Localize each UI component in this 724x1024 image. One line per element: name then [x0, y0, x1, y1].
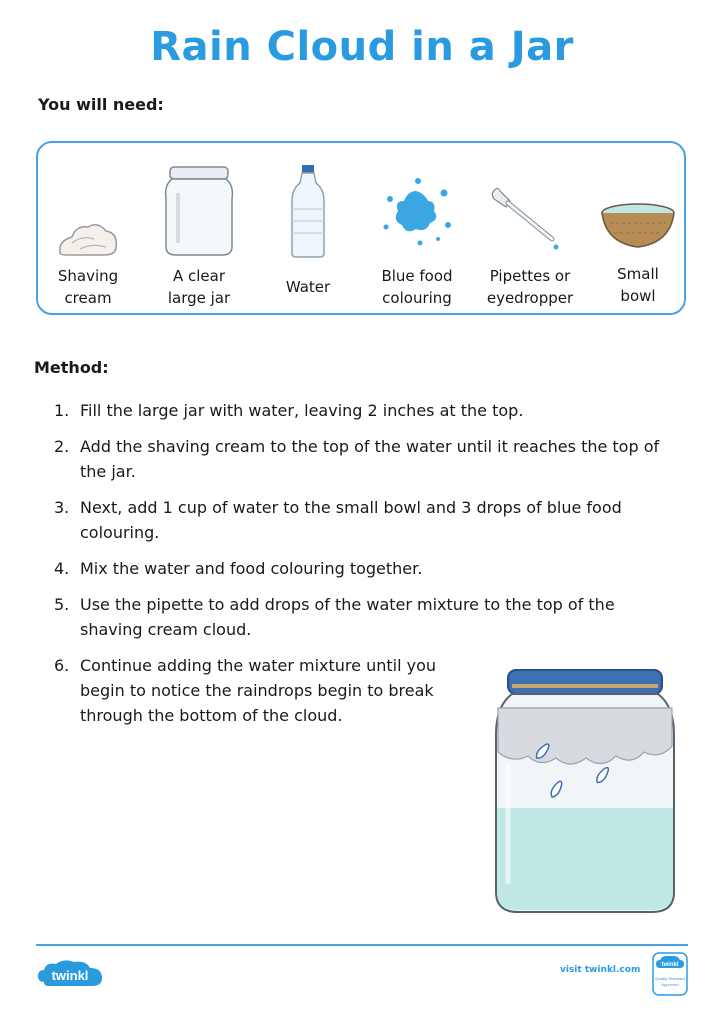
material-item-pipette: [482, 143, 578, 317]
materials-box: [36, 141, 686, 315]
material-label: Pipettes or eyedropper: [486, 267, 574, 307]
bowl-icon: [596, 199, 680, 259]
method-heading: Method:: [34, 358, 109, 377]
svg-text:twinkl: twinkl: [51, 968, 89, 983]
page-title: Rain Cloud in a Jar: [150, 24, 574, 70]
method-step: 5. Use the pipette to add drops of the water mixture to the top of the shaving cream cloud.: [54, 595, 615, 639]
twinkl-logo: [36, 958, 106, 992]
material-label: Blue food colouring: [381, 267, 453, 307]
method-step: 3. Next, add 1 cup of water to the small bowl and 3 drops of blue food colouring.: [54, 498, 622, 542]
svg-text:Approved: Approved: [661, 982, 679, 987]
material-item-water: [270, 143, 346, 317]
method-step: 2. Add the shaving cream to the top of the water until it reaches the top of the jar.: [54, 437, 660, 481]
water-bottle-icon: [270, 161, 346, 261]
you-will-need-heading: You will need:: [38, 95, 164, 114]
pipette-icon: [482, 181, 578, 261]
method-step: 4. Mix the water and food colouring together.: [54, 559, 423, 578]
material-label: Water: [285, 278, 331, 296]
material-item-shaving-cream: [50, 143, 126, 317]
material-label: A clear large jar: [167, 267, 231, 307]
material-item-jar: [156, 143, 242, 317]
rain-cloud-jar-illustration: [490, 664, 680, 920]
quality-standard-badge: [652, 952, 688, 996]
shaving-cream-icon: [50, 203, 126, 263]
material-label: Shaving cream: [57, 267, 119, 307]
method-step: 1. Fill the large jar with water, leaving 2 inches at the top.: [54, 401, 524, 420]
svg-text:Quality Standard: Quality Standard: [655, 976, 685, 981]
footer-divider: [36, 944, 688, 946]
jar-icon: [156, 163, 242, 259]
material-item-bowl: [596, 143, 680, 317]
method-step: 6. Continue adding the water mixture until you begin to notice the raindrops begin to break through the bottom of the cloud.: [54, 656, 436, 725]
material-label: Small bowl: [617, 265, 659, 305]
svg-text:twinkl: twinkl: [661, 962, 679, 968]
visit-twinkl-link[interactable]: visit twinkl.com: [560, 965, 641, 975]
blue-splash-icon: [374, 173, 460, 253]
material-item-blue-food-colouring: [374, 143, 460, 317]
